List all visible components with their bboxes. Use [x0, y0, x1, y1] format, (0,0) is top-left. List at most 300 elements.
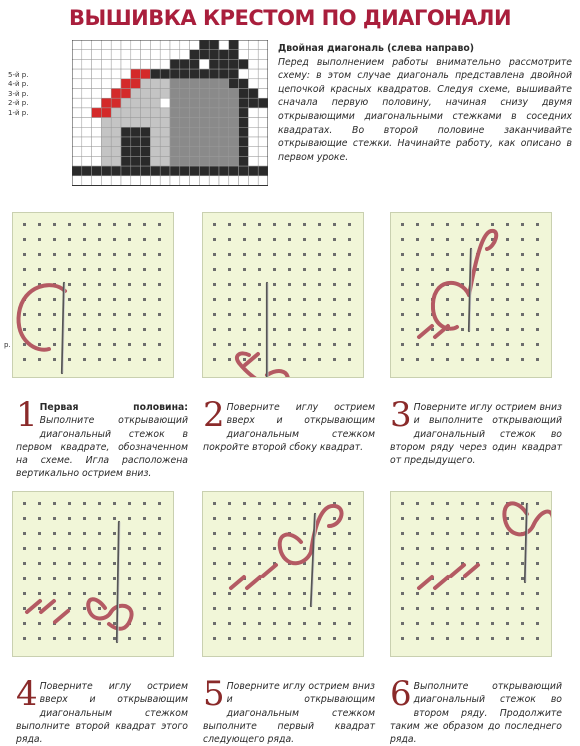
canvas-hole — [318, 547, 321, 550]
scheme-cell — [72, 166, 82, 176]
canvas-hole — [461, 622, 464, 625]
scheme-cell — [72, 127, 82, 137]
scheme-cell — [72, 118, 82, 128]
canvas-hole — [258, 547, 261, 550]
canvas-hole — [303, 343, 306, 346]
scheme-cell — [170, 137, 180, 147]
canvas-hole — [416, 622, 419, 625]
scheme-cell — [258, 176, 268, 186]
scheme-cell — [150, 156, 160, 166]
scheme-cell — [111, 89, 121, 99]
scheme-cell — [141, 79, 151, 89]
scheme-cell — [121, 147, 131, 157]
canvas-hole — [521, 592, 524, 595]
canvas-hole — [521, 298, 524, 301]
canvas-hole — [401, 607, 404, 610]
canvas-hole — [128, 223, 131, 226]
canvas-hole — [288, 637, 291, 640]
scheme-cell — [170, 98, 180, 108]
scheme-cell — [82, 166, 92, 176]
canvas-hole — [83, 607, 86, 610]
canvas-hole — [258, 313, 261, 316]
row-label-1: 1-й р. — [8, 109, 29, 117]
scheme-cell — [111, 50, 121, 60]
scheme-cell — [248, 127, 258, 137]
canvas-hole — [288, 517, 291, 520]
canvas-hole — [273, 517, 276, 520]
canvas-hole — [491, 358, 494, 361]
canvas-hole — [461, 577, 464, 580]
scheme-cell — [131, 98, 141, 108]
canvas-hole — [401, 253, 404, 256]
scheme-cell — [111, 59, 121, 69]
scheme-cell — [131, 127, 141, 137]
scheme-cell — [121, 79, 131, 89]
scheme-cell — [101, 166, 111, 176]
scheme-cell — [248, 79, 258, 89]
canvas-hole — [491, 547, 494, 550]
scheme-cell — [121, 108, 131, 118]
scheme-cell — [239, 118, 249, 128]
canvas-hole — [318, 343, 321, 346]
scheme-cell — [92, 59, 102, 69]
stitch — [27, 601, 40, 612]
canvas-hole — [53, 532, 56, 535]
stitch — [247, 577, 260, 588]
step-1-text — [16, 395, 188, 481]
step-number: 2 — [203, 395, 225, 435]
scheme-cell — [82, 98, 92, 108]
canvas-hole — [303, 502, 306, 505]
canvas-hole — [536, 313, 539, 316]
scheme-cell — [131, 108, 141, 118]
canvas-hole — [521, 223, 524, 226]
canvas-hole — [228, 283, 231, 286]
scheme-cell — [209, 127, 219, 137]
canvas-hole — [476, 358, 479, 361]
scheme-cell — [82, 127, 92, 137]
canvas-hole — [521, 268, 524, 271]
canvas-hole — [213, 313, 216, 316]
canvas-hole — [128, 343, 131, 346]
canvas-hole — [333, 223, 336, 226]
canvas-hole — [318, 637, 321, 640]
canvas-hole — [228, 358, 231, 361]
canvas-hole — [333, 577, 336, 580]
canvas-hole — [228, 502, 231, 505]
scheme-cell — [150, 118, 160, 128]
scheme-cell — [92, 147, 102, 157]
scheme-cell — [101, 40, 111, 50]
scheme-cell — [111, 127, 121, 137]
canvas-hole — [431, 622, 434, 625]
canvas-hole — [23, 253, 26, 256]
canvas-hole — [68, 502, 71, 505]
scheme-cell — [170, 40, 180, 50]
canvas-hole — [258, 502, 261, 505]
canvas-hole — [143, 637, 146, 640]
canvas-hole — [506, 343, 509, 346]
scheme-cell — [248, 89, 258, 99]
scheme-cell — [239, 98, 249, 108]
scheme-cell — [209, 89, 219, 99]
canvas-hole — [158, 562, 161, 565]
canvas-hole — [68, 238, 71, 241]
scheme-cell — [111, 176, 121, 186]
canvas-hole — [53, 517, 56, 520]
scheme-cell — [160, 69, 170, 79]
thread — [533, 512, 551, 526]
canvas-hole — [416, 328, 419, 331]
scheme-cell — [170, 89, 180, 99]
scheme-cell — [141, 137, 151, 147]
scheme-cell — [150, 166, 160, 176]
canvas-hole — [431, 592, 434, 595]
scheme-cell — [121, 98, 131, 108]
canvas-hole — [213, 328, 216, 331]
canvas-hole — [243, 328, 246, 331]
canvas-hole — [476, 532, 479, 535]
canvas-hole — [228, 223, 231, 226]
canvas-hole — [98, 358, 101, 361]
canvas-hole — [68, 358, 71, 361]
canvas-hole — [461, 637, 464, 640]
canvas-hole — [53, 358, 56, 361]
scheme-cell — [150, 40, 160, 50]
canvas-hole — [68, 253, 71, 256]
canvas-hole — [113, 502, 116, 505]
canvas-hole — [23, 502, 26, 505]
canvas-hole — [98, 253, 101, 256]
scheme-cell — [72, 156, 82, 166]
canvas-hole — [228, 622, 231, 625]
canvas-hole — [243, 502, 246, 505]
canvas-hole — [431, 343, 434, 346]
canvas-hole — [98, 577, 101, 580]
canvas-hole — [303, 223, 306, 226]
canvas-hole — [303, 283, 306, 286]
canvas-hole — [23, 517, 26, 520]
scheme-cell — [170, 79, 180, 89]
scheme-cell — [160, 166, 170, 176]
canvas-hole — [243, 268, 246, 271]
scheme-cell — [258, 79, 268, 89]
canvas-hole — [446, 343, 449, 346]
scheme-cell — [160, 59, 170, 69]
canvas-hole — [536, 532, 539, 535]
canvas-hole — [243, 517, 246, 520]
canvas-hole — [348, 607, 351, 610]
scheme-cell — [239, 50, 249, 60]
canvas-hole — [536, 592, 539, 595]
step-3-illustration — [390, 212, 552, 378]
canvas-hole — [273, 298, 276, 301]
scheme-cell — [209, 176, 219, 186]
canvas-hole — [68, 223, 71, 226]
canvas-hole — [113, 238, 116, 241]
scheme-cell — [248, 166, 258, 176]
canvas-hole — [68, 592, 71, 595]
scheme-cell — [111, 79, 121, 89]
canvas-hole — [228, 577, 231, 580]
scheme-cell — [160, 147, 170, 157]
scheme-cell — [199, 147, 209, 157]
scheme-cell — [190, 89, 200, 99]
canvas-hole — [348, 268, 351, 271]
canvas-hole — [128, 313, 131, 316]
canvas-hole — [461, 532, 464, 535]
canvas-hole — [476, 328, 479, 331]
canvas-hole — [83, 283, 86, 286]
scheme-cell — [219, 98, 229, 108]
canvas-hole — [273, 238, 276, 241]
canvas-hole — [288, 298, 291, 301]
canvas-hole — [83, 562, 86, 565]
canvas-hole — [243, 562, 246, 565]
scheme-cell — [131, 79, 141, 89]
step-5-svg — [203, 492, 363, 656]
scheme-cell — [121, 166, 131, 176]
scheme-cell — [150, 79, 160, 89]
canvas-hole — [521, 607, 524, 610]
canvas-hole — [113, 313, 116, 316]
scheme-cell — [180, 156, 190, 166]
scheme-cell — [190, 127, 200, 137]
canvas-hole — [128, 577, 131, 580]
row-label-3: 3-й р. — [8, 90, 29, 98]
canvas-hole — [461, 268, 464, 271]
canvas-hole — [303, 637, 306, 640]
canvas-hole — [401, 577, 404, 580]
thread — [19, 285, 65, 350]
scheme-cell — [219, 59, 229, 69]
scheme-cell — [131, 118, 141, 128]
scheme-cell — [82, 89, 92, 99]
canvas-hole — [461, 313, 464, 316]
scheme-cell — [131, 176, 141, 186]
canvas-hole — [506, 328, 509, 331]
canvas-hole — [98, 343, 101, 346]
scheme-cell — [190, 176, 200, 186]
canvas-hole — [416, 238, 419, 241]
scheme-cell — [160, 108, 170, 118]
canvas-hole — [143, 622, 146, 625]
canvas-hole — [213, 223, 216, 226]
scheme-cell — [219, 127, 229, 137]
canvas-hole — [401, 358, 404, 361]
canvas-hole — [506, 283, 509, 286]
step-2-illustration — [202, 212, 364, 378]
canvas-hole — [506, 238, 509, 241]
scheme-cell — [209, 166, 219, 176]
scheme-cell — [199, 118, 209, 128]
canvas-hole — [491, 253, 494, 256]
canvas-hole — [113, 517, 116, 520]
canvas-hole — [536, 283, 539, 286]
scheme-cell — [190, 137, 200, 147]
thread — [109, 606, 132, 629]
canvas-hole — [158, 328, 161, 331]
canvas-hole — [303, 577, 306, 580]
canvas-hole — [273, 637, 276, 640]
canvas-hole — [23, 547, 26, 550]
canvas-hole — [461, 223, 464, 226]
canvas-hole — [83, 343, 86, 346]
scheme-cell — [141, 59, 151, 69]
canvas-hole — [506, 253, 509, 256]
canvas-hole — [158, 577, 161, 580]
scheme-cell — [180, 108, 190, 118]
canvas-hole — [446, 502, 449, 505]
canvas-hole — [273, 283, 276, 286]
canvas-hole — [303, 313, 306, 316]
canvas-hole — [333, 238, 336, 241]
canvas-hole — [446, 547, 449, 550]
scheme-cell — [141, 166, 151, 176]
scheme-cell — [111, 108, 121, 118]
canvas-hole — [446, 532, 449, 535]
scheme-cell — [239, 59, 249, 69]
scheme-cell — [248, 118, 258, 128]
scheme-cell — [170, 108, 180, 118]
scheme-cell — [160, 40, 170, 50]
scheme-cell — [101, 98, 111, 108]
scheme-cell — [248, 156, 258, 166]
canvas-hole — [431, 238, 434, 241]
canvas-hole — [303, 547, 306, 550]
canvas-hole — [53, 238, 56, 241]
canvas-hole — [491, 532, 494, 535]
canvas-hole — [318, 298, 321, 301]
scheme-cell — [219, 166, 229, 176]
canvas-hole — [461, 517, 464, 520]
scheme-cell — [72, 176, 82, 186]
scheme-cell — [121, 118, 131, 128]
intro-text — [278, 42, 572, 164]
scheme-cell — [72, 40, 82, 50]
canvas-hole — [53, 223, 56, 226]
canvas-hole — [536, 298, 539, 301]
canvas-hole — [521, 253, 524, 256]
canvas-hole — [318, 328, 321, 331]
canvas-hole — [53, 577, 56, 580]
scheme-cell — [239, 89, 249, 99]
canvas-hole — [476, 637, 479, 640]
canvas-hole — [288, 253, 291, 256]
scheme-cell — [82, 40, 92, 50]
canvas-hole — [83, 268, 86, 271]
scheme-cell — [219, 147, 229, 157]
canvas-hole — [258, 637, 261, 640]
canvas-hole — [333, 532, 336, 535]
step-2-text — [203, 395, 375, 454]
canvas-hole — [348, 313, 351, 316]
scheme-cell — [190, 147, 200, 157]
scheme-cell — [180, 79, 190, 89]
scheme-cell — [209, 79, 219, 89]
scheme-cell — [160, 118, 170, 128]
canvas-hole — [401, 637, 404, 640]
scheme-cell — [160, 156, 170, 166]
canvas-hole — [333, 283, 336, 286]
canvas-hole — [243, 592, 246, 595]
scheme-cell — [219, 118, 229, 128]
canvas-hole — [303, 532, 306, 535]
canvas-hole — [143, 223, 146, 226]
canvas-hole — [53, 313, 56, 316]
canvas-hole — [461, 298, 464, 301]
canvas-hole — [476, 238, 479, 241]
canvas-hole — [213, 502, 216, 505]
canvas-hole — [83, 298, 86, 301]
step-4-illustration — [12, 491, 174, 657]
canvas-hole — [243, 313, 246, 316]
scheme-cell — [82, 118, 92, 128]
canvas-hole — [401, 238, 404, 241]
canvas-hole — [228, 238, 231, 241]
canvas-hole — [521, 343, 524, 346]
canvas-hole — [98, 313, 101, 316]
scheme-cell — [121, 50, 131, 60]
canvas-hole — [68, 328, 71, 331]
canvas-hole — [98, 298, 101, 301]
canvas-hole — [98, 517, 101, 520]
canvas-hole — [143, 313, 146, 316]
scheme-cell — [111, 69, 121, 79]
canvas-hole — [83, 253, 86, 256]
canvas-hole — [348, 298, 351, 301]
step-3-body: Поверните иглу острием вниз и выполните открывающий диагональный стежок во втором ряду через один квадрат от предыдущего. — [390, 402, 562, 467]
scheme-cell — [72, 69, 82, 79]
canvas-hole — [506, 637, 509, 640]
scheme-cell — [219, 156, 229, 166]
step-5-body: Поверните иглу острием вниз и открывающим диагональным стежком выполните первый квадрат следующего ряда. — [203, 681, 375, 746]
embroidery-scheme — [72, 40, 268, 186]
canvas-hole — [243, 223, 246, 226]
scheme-cell — [199, 176, 209, 186]
canvas-hole — [461, 592, 464, 595]
canvas-hole — [348, 283, 351, 286]
canvas-hole — [98, 238, 101, 241]
canvas-hole — [53, 562, 56, 565]
canvas-hole — [461, 238, 464, 241]
canvas-hole — [333, 592, 336, 595]
scheme-cell — [199, 156, 209, 166]
canvas-hole — [83, 502, 86, 505]
canvas-hole — [506, 313, 509, 316]
canvas-hole — [128, 328, 131, 331]
canvas-hole — [401, 547, 404, 550]
canvas-hole — [288, 223, 291, 226]
canvas-hole — [446, 607, 449, 610]
scheme-cell — [101, 59, 111, 69]
canvas-hole — [288, 577, 291, 580]
step-number: 3 — [390, 395, 412, 435]
canvas-hole — [68, 283, 71, 286]
canvas-hole — [143, 607, 146, 610]
scheme-cell — [248, 137, 258, 147]
canvas-hole — [536, 238, 539, 241]
scheme-cell — [101, 137, 111, 147]
canvas-hole — [98, 637, 101, 640]
canvas-hole — [113, 223, 116, 226]
step-6-text — [390, 674, 562, 746]
canvas-hole — [476, 547, 479, 550]
scheme-cell — [101, 79, 111, 89]
canvas-hole — [143, 592, 146, 595]
scheme-cell — [180, 127, 190, 137]
canvas-hole — [288, 502, 291, 505]
